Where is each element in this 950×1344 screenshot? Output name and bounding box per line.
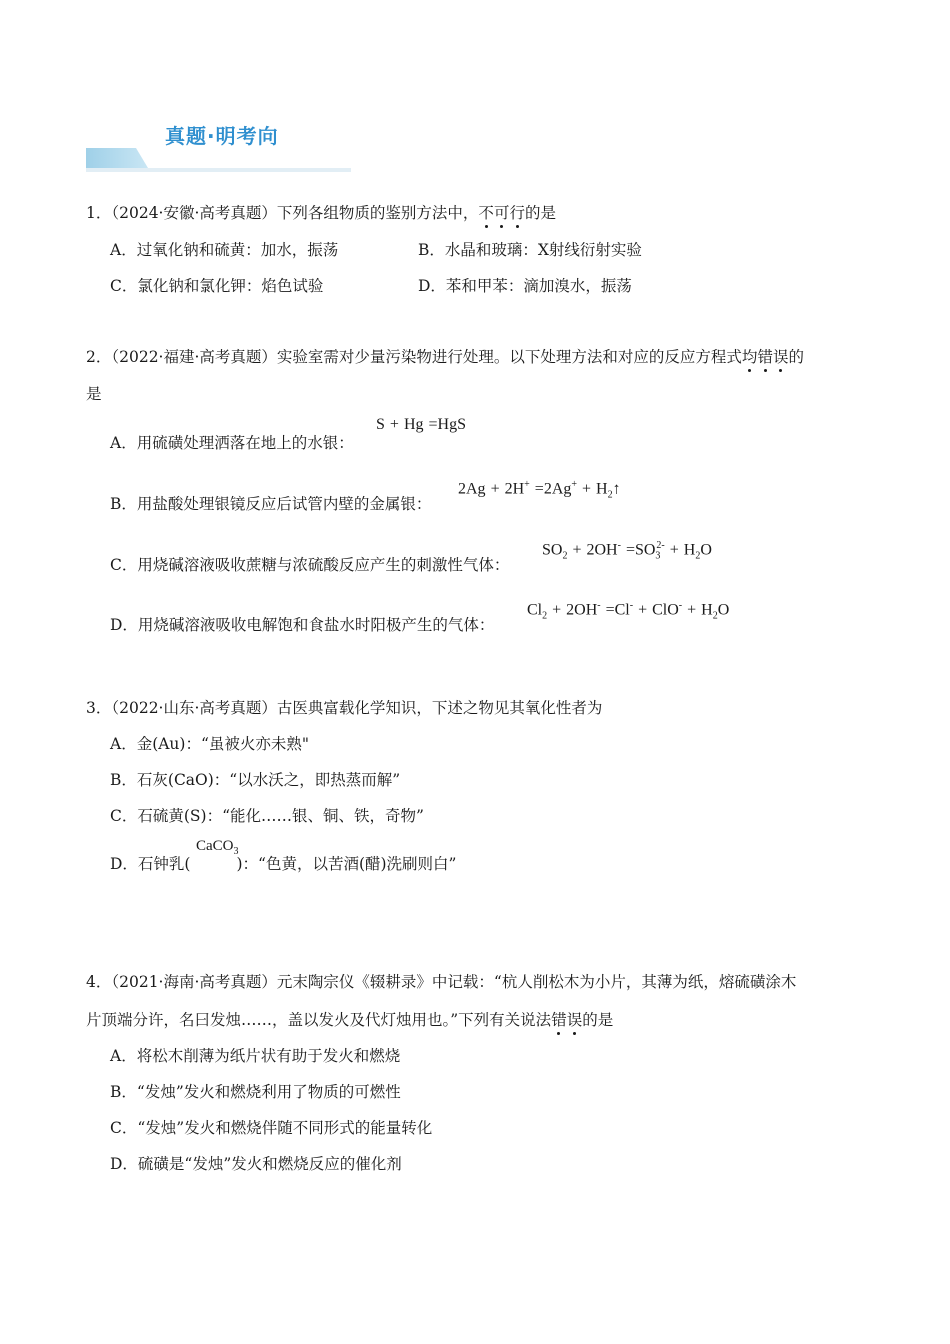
formula-option-d: $Cl_2 + 2OH^- =Cl^- + ClO^- + H_2O$: [527, 600, 730, 622]
question-2-option-d: D．用烧碱溶液吸收电解饱和食盐水时阳极产生的气体：: [110, 616, 495, 634]
question-2-stem: 2．（2022·福建·高考真题）实验室需对少量污染物进行处理。以下处理方法和对应的反应方程式均错误的: [86, 348, 804, 366]
formula-option-b: $2Ag + 2H^+ =2Ag^+ + H_2↑$: [458, 479, 621, 501]
question-1-option-b: B．水晶和玻璃：X射线衍射实验: [418, 241, 642, 259]
formula-option-a: S + Hg =HgS: [376, 416, 466, 433]
question-2-option-c: C．用烧碱溶液吸收蔗糖与浓硫酸反应产生的刺激性气体：: [110, 556, 510, 574]
formula-caco3: CaCO$_3$: [196, 838, 239, 857]
question-1-stem: 1．（2024·安徽·高考真题）下列各组物质的鉴别方法中，不可行的是: [86, 204, 556, 222]
question-4-option-c: C．“发烛”发火和燃烧伴随不同形式的能量转化: [110, 1119, 433, 1137]
question-3-option-b: B．石灰(CaO)：“以水沃之，即热蒸而解”: [110, 771, 401, 789]
question-3-stem: 3．（2022·山东·高考真题）古医典富载化学知识，下述之物见其氧化性者为: [86, 699, 603, 717]
section-title: 真题·明考向: [165, 124, 279, 148]
question-4-stem: 4．（2021·海南·高考真题）元末陶宗仪《辍耕录》中记载：“杭人削松木为小片，其薄为纸，熔硫磺涂木: [86, 973, 797, 991]
question-2-stem-continued: 是: [86, 385, 102, 403]
question-1-option-a: A．过氧化钠和硫黄：加水，振荡: [110, 241, 339, 259]
question-4-option-a: A．将松木削薄为纸片状有助于发火和燃烧: [110, 1047, 401, 1065]
question-1-option-c: C．氯化钠和氯化钾：焰色试验: [110, 277, 324, 295]
question-4-option-d: D．硫磺是“发烛”发火和燃烧反应的催化剂: [110, 1155, 402, 1173]
question-4-stem-continued: 片顶端分许，名曰发烛……，盖以发火及代灯烛用也。”下列有关说法错误的是: [86, 1011, 614, 1029]
question-1-option-d: D．苯和甲苯：滴加溴水，振荡: [418, 277, 632, 295]
question-3-option-c: C．石硫黄(S)：“能化……银、铜、铁，奇物”: [110, 807, 424, 825]
question-4-option-b: B．“发烛”发火和燃烧利用了物质的可燃性: [110, 1083, 401, 1101]
question-2-option-b: B．用盐酸处理银镜反应后试管内壁的金属银：: [110, 495, 432, 513]
question-2-option-a: A．用硫磺处理洒落在地上的水银：: [110, 434, 354, 452]
question-3-option-d: D．石钟乳( )：“色黄，以苦酒(醋)洗刷则白”: [110, 855, 457, 873]
formula-option-c: $SO_2 + 2OH^- =SO_3^{2-} + H_2O$: [542, 540, 712, 562]
question-3-option-a: A．金(Au)：“虽被火亦未熟": [110, 735, 310, 753]
